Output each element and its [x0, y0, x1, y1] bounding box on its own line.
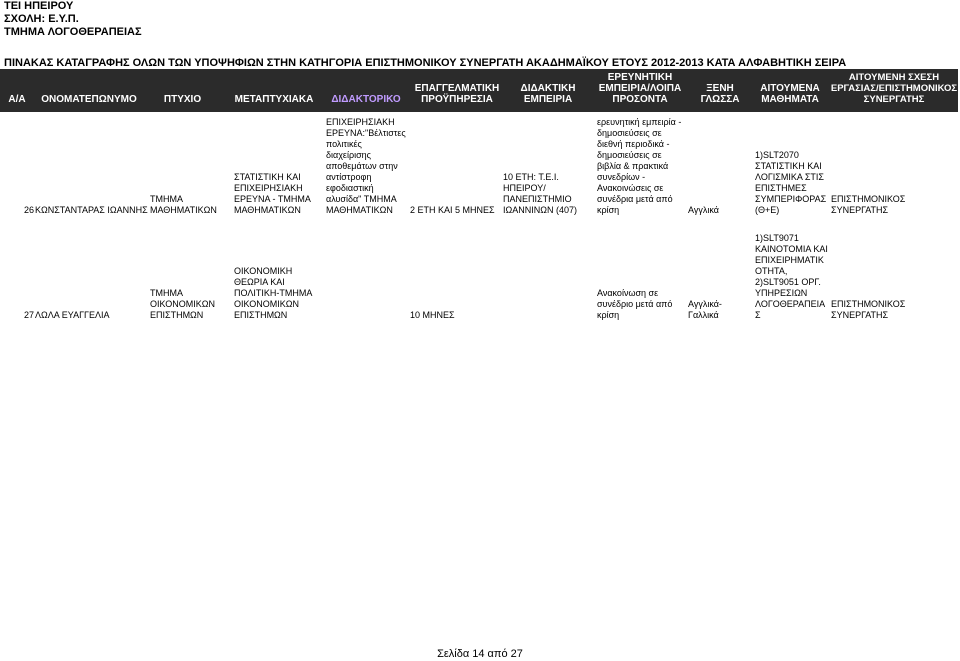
- col-header-rel-2: ΕΡΓΑΣΙΑΣ/ΕΠΙΣΤΗΜΟΝΙΚΟΣ: [830, 83, 958, 94]
- col-header-degree: ΠΤΥΧΙΟ: [163, 94, 202, 105]
- row-masters: ΣΤΑΤΙΣΤΙΚΗ ΚΑΙ ΕΠΙΧΕΙΡΗΣΙΑΚΗ ΕΡΕΥΝΑ - ΤΜΗΜΑ ΜΑΘΗΜΑΤΙΚΩΝ: [234, 172, 311, 215]
- row-prof: 2 ΕΤΗ ΚΑΙ 5 ΜΗΝΕΣ: [410, 205, 495, 215]
- row-teach: 10 ΕΤΗ: Τ.Ε.Ι. ΗΠΕΙΡΟΥ/ ΠΑΝΕΠΙΣΤΗΜΙΟ ΙΩΑΝΝΙΝΩΝ (407): [503, 172, 577, 215]
- row-degree: ΤΜΗΜΑ ΟΙΚΟΝΟΜΙΚΩΝ ΕΠΙΣΤΗΜΩΝ: [150, 288, 215, 320]
- col-header-rel-1: ΑΙΤΟΥΜΕΝΗ ΣΧΕΣΗ: [848, 72, 940, 83]
- col-header-rel-3: ΣΥΝΕΡΓΑΤΗΣ: [863, 94, 925, 105]
- col-header-lang-2: ΓΛΩΣΣΑ: [700, 94, 740, 105]
- page-number: Σελίδα 14 από 27: [437, 648, 523, 660]
- col-header-prof-2: ΠΡΟΫΠΗΡΕΣΙΑ: [421, 94, 493, 105]
- row-subjects: 1)SLT2070 ΣΤΑΤΙΣΤΙΚΗ ΚΑΙ ΛΟΓΙΣΜΙΚΑ ΣΤΙΣ ΕΠΙΣΤΗΜΕΣ ΣΥΜΠΕΡΙΦΟΡΑΣ (Θ+Ε): [755, 150, 827, 215]
- col-header-lang-1: ΞΕΝΗ: [706, 83, 734, 94]
- row-research: Ανακοίνωση σε συνέδριο μετά από κρίση: [597, 288, 673, 320]
- col-header-teach-2: ΕΜΠΕΙΡΙΑ: [523, 94, 573, 105]
- row-name: ΚΩΝΣΤΑΝΤΑΡΑΣ ΙΩΑΝΝΗΣ: [35, 205, 148, 215]
- col-header-research-3: ΠΡΟΣΟΝΤΑ: [612, 94, 668, 105]
- col-header-prof-1: ΕΠΑΓΓΕΛΜΑΤΙΚΗ: [414, 83, 500, 94]
- col-header-aa: Α/Α: [8, 94, 26, 105]
- col-header-phd: ΔΙΔΑΚΤΟΡΙΚΟ: [331, 94, 401, 105]
- institution-name: ΤΕΙ ΗΠΕΙΡΟΥ: [4, 0, 74, 12]
- row-subjects: 1)SLT9071 ΚΑΙΝΟΤΟΜΙΑ ΚΑΙ ΕΠΙΧΕΙΡΗΜΑΤΙΚ ΟΤΗΤΑ, 2)SLT9051 ΟΡΓ. ΥΠΗΡΕΣΙΩΝ ΛΟΓΟΘΕΡΑΠΕΙΑ Σ: [755, 233, 828, 320]
- row-relation: ΕΠΙΣΤΗΜΟΝΙΚΟΣ ΣΥΝΕΡΓΑΤΗΣ: [831, 299, 906, 320]
- col-header-teach-1: ΔΙΔΑΚΤΙΚΗ: [520, 83, 576, 94]
- row-relation: ΕΠΙΣΤΗΜΟΝΙΚΟΣ ΣΥΝΕΡΓΑΤΗΣ: [831, 194, 906, 215]
- row-lang: Αγγλικά: [688, 205, 719, 215]
- col-header-subj-2: ΜΑΘΗΜΑΤΑ: [761, 94, 819, 105]
- row-aa: 27: [24, 310, 35, 320]
- col-header-research-2: ΕΜΠΕΙΡΙΑ/ΛΟΙΠΑ: [598, 83, 682, 94]
- col-header-name: ΟΝΟΜΑΤΕΠΩΝΥΜΟ: [41, 94, 137, 105]
- col-header-subj-1: ΑΙΤΟΥΜΕΝΑ: [760, 83, 820, 94]
- row-degree: ΤΜΗΜΑ ΜΑΘΗΜΑΤΙΚΩΝ: [150, 194, 217, 215]
- table-title: ΠΙΝΑΚΑΣ ΚΑΤΑΓΡΑΦΗΣ ΟΛΩΝ ΤΩΝ ΥΠΟΨΗΦΙΩΝ ΣΤΗΝ ΚΑΤΗΓΟΡΙΑ ΕΠΙΣΤΗΜΟΝΙΚΟΥ ΣΥΝΕΡΓΑΤΗ ΑΚΑΔΗΜΑΪΚΟΥ ΕΤΟΥΣ 2012-2013 ΚΑΤΑ ΑΛΦΑΒΗΤΙΚΗ ΣΕΙΡΑ: [4, 57, 847, 69]
- school-name: ΣΧΟΛΗ: Ε.Υ.Π.: [4, 13, 79, 25]
- row-aa: 26: [24, 205, 35, 215]
- row-prof: 10 ΜΗΝΕΣ: [410, 310, 455, 320]
- col-header-research-1: ΕΡΕΥΝΗΤΙΚΗ: [607, 72, 673, 83]
- row-phd: ΕΠΙΧΕΙΡΗΣΙΑΚΗ ΕΡΕΥΝΑ:"Βέλτιστες πολιτικές διαχείρισης αποθεμάτων στην αντίστροφη εφοδιαστική αλυσίδα" ΤΜΗΜΑ ΜΑΘΗΜΑΤΙΚΩΝ: [326, 117, 406, 215]
- row-research: ερευνητική εμπειρία - δημοσιεύσεις σε διεθνή περιοδικά - δημοσιεύσεις σε βιβλία & πρακτικά συνεδρίων - Ανακοινώσεις σε συνέδρια μετά από κρίση: [597, 117, 682, 215]
- row-masters: ΟΙΚΟΝΟΜΙΚΗ ΘΕΩΡΙΑ ΚΑΙ ΠΟΛΙΤΙΚΗ-ΤΜΗΜΑ ΟΙΚΟΝΟΜΙΚΩΝ ΕΠΙΣΤΗΜΩΝ: [234, 266, 313, 320]
- department-name: ΤΜΗΜΑ ΛΟΓΟΘΕΡΑΠΕΙΑΣ: [4, 26, 142, 38]
- col-header-masters: ΜΕΤΑΠΤΥΧΙΑΚΑ: [234, 94, 314, 105]
- row-lang: Αγγλικά- Γαλλικά: [688, 299, 722, 320]
- row-name: ΛΩΛΑ ΕΥΑΓΓΕΛΙΑ: [35, 310, 110, 320]
